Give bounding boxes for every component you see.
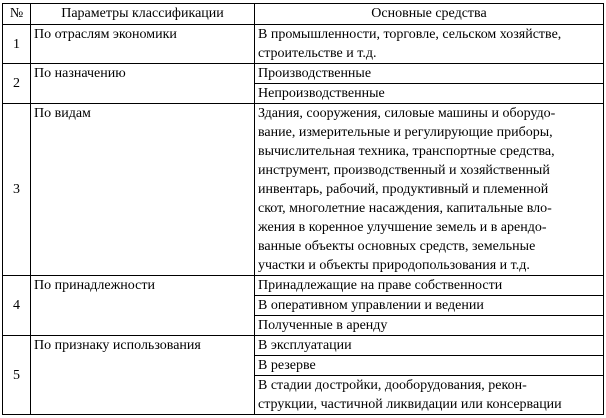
row-number: 4: [3, 276, 31, 336]
asset-line: В резерве: [258, 358, 316, 373]
asset-cell: [255, 64, 604, 84]
asset-line: вычислительная техника, транспортные средства,: [258, 144, 555, 159]
asset-line: жения в коренное улучшение земель и в арендо-: [258, 220, 547, 235]
table-row: [3, 25, 604, 64]
row-number: 2: [3, 64, 31, 104]
table-row: [3, 336, 604, 356]
asset-line: ванные объекты основных средств, земельные: [258, 239, 536, 254]
asset-line: Непроизводственные: [258, 86, 385, 101]
row-number: 1: [3, 25, 31, 64]
asset-cell: [255, 104, 604, 276]
asset-line: Производственные: [258, 66, 372, 81]
row-number: 5: [3, 336, 31, 415]
asset-cell: [255, 25, 604, 64]
asset-line: строительстве и т.д.: [258, 46, 377, 61]
asset-cell: [255, 296, 604, 316]
row-parameter: По отраслям экономики: [31, 25, 255, 64]
asset-line: Полученные в аренду: [258, 318, 388, 333]
asset-line: инвентарь, рабочий, продуктивный и племенной: [258, 182, 549, 197]
table-row: [3, 104, 604, 276]
asset-line: скот, многолетние насаждения, капитальные вло-: [258, 201, 552, 216]
asset-line: В эксплуатации: [258, 338, 352, 353]
asset-line: В оперативном управлении и ведении: [258, 298, 484, 313]
asset-cell: [255, 84, 604, 104]
row-parameter: По назначению: [31, 64, 255, 104]
asset-cell: [255, 316, 604, 336]
asset-line: вание, измерительные и регулирующие приборы,: [258, 125, 553, 140]
row-number: 3: [3, 104, 31, 276]
row-parameter: По принадлежности: [31, 276, 255, 336]
asset-cell: [255, 376, 604, 415]
asset-cell: [255, 276, 604, 296]
row-parameter: По признаку использования: [31, 336, 255, 415]
asset-line: инструмент, производственный и хозяйственный: [258, 163, 550, 178]
table-row: [3, 64, 604, 84]
asset-line: В промышленности, торговле, сельском хозяйстве,: [258, 27, 562, 42]
header-param: Параметры классификации: [31, 4, 255, 25]
classification-table: [2, 3, 604, 415]
table-row: [3, 276, 604, 296]
asset-cell: [255, 356, 604, 376]
header-assets: Основные средства: [255, 4, 604, 25]
asset-line: струкции, частичной ликвидации или консервации: [258, 397, 562, 412]
header-row: [3, 4, 604, 25]
row-parameter: По видам: [31, 104, 255, 276]
asset-line: участки и объекты природопользования и т.д.: [258, 258, 530, 273]
asset-line: В стадии достройки, дооборудования, рекон-: [258, 378, 527, 393]
header-num: №: [3, 4, 31, 25]
asset-line: Здания, сооружения, силовые машины и оборудо-: [258, 106, 556, 121]
asset-cell: [255, 336, 604, 356]
asset-line: Принадлежащие на праве собственности: [258, 278, 503, 293]
